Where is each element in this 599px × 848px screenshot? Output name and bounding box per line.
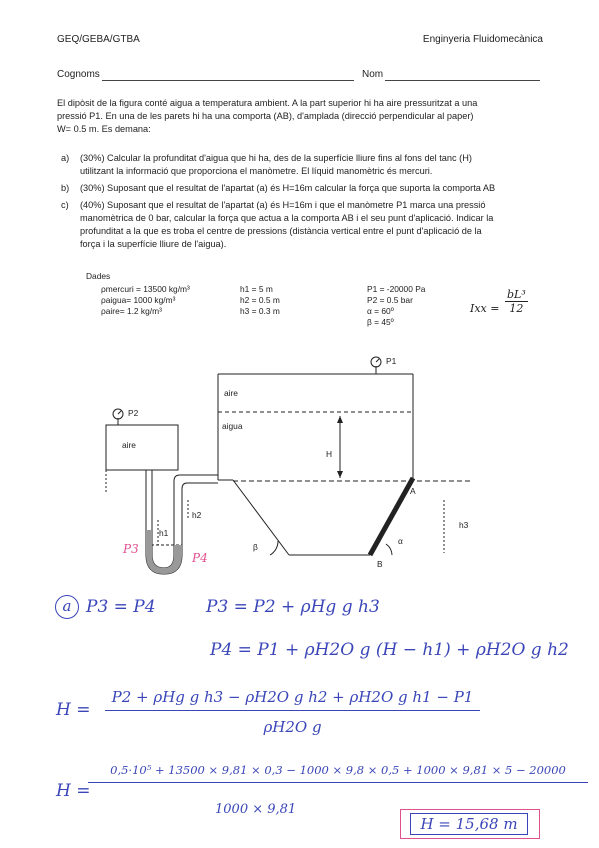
inertia-formula: Ixx = $\frac{\text{bL³}}{12}$ [470, 288, 526, 315]
label-air: aire [224, 388, 238, 398]
label-h3: h3 [459, 520, 469, 530]
solution-line-4-num: 0,5·10⁵ + 13500 × 9,81 × 0,3 − 1000 × 9,8 × 0,5 + 1000 × 9,81 × 5 − 20000 [88, 763, 588, 783]
label-air-small: aire [122, 440, 136, 450]
label-p3: P3 [123, 542, 139, 556]
solution-line-2: P4 = P1 + ρH2O g (H − h1) + ρH2O g h2 [210, 640, 569, 660]
solution-line-3-den: ρH2O g [263, 718, 322, 736]
subject-name: Enginyeria Fluidomecànica [422, 34, 543, 45]
gate-ab [370, 478, 413, 555]
data-title: Dades [86, 271, 111, 281]
label-h1: h1 [159, 528, 169, 538]
solution-line-1a: P3 = P4 [86, 597, 156, 617]
surname-label: Cognoms [57, 69, 100, 80]
solution-line-4-den: 1000 × 9,81 [215, 802, 297, 817]
data-densities: ρmercuri = 13500 kg/m³ ρaigua= 1000 kg/m³ ρaire= 1.2 kg/m³ [101, 284, 190, 316]
solution-line-3-lhs: H = [56, 700, 91, 720]
data-heights: h1 = 5 m h2 = 0.5 m h3 = 0.3 m [240, 284, 280, 316]
label-water: aigua [222, 421, 243, 431]
label-A: A [410, 486, 416, 496]
label-beta: β [253, 542, 258, 552]
result-box: H = 15,68 m [410, 813, 528, 835]
label-p2: P2 [128, 408, 139, 418]
part-a-marker: a [55, 595, 79, 619]
question-c: c) (40%) Suposant que el resultat de l'apartat (a) és H=16m i que el manòmetre P1 marca una pressió manomètrica de 0 bar, calcular la força que actua a la comporta AB i el seu punt d'aplicació. Indicar la profunditat a la que es troba el centre de pressions (distància vertical entre el punt d'aplicació de la força i la superfície lliure de l'aigua). [61, 200, 494, 249]
course-code: GEQ/GEBA/GTBA [57, 34, 140, 45]
label-H: H [326, 449, 333, 459]
problem-statement: El dipòsit de la figura conté aigua a temperatura ambient. A la part superior hi ha aire pressuritzat a una pressió P1. En una de les parets hi ha una comporta (AB), d'amplada (direcció perpendicular al paper) W= 0.5 m. Es demana: [57, 98, 478, 134]
label-B: B [377, 559, 383, 569]
label-alpha: α [398, 536, 403, 546]
label-h2: h2 [192, 510, 202, 520]
question-a: a) (30%) Calcular la profunditat d'aigua que hi ha, des de la superfície lliure fins al fons del tanc (H) utilitzant la informació que proporciona el manòmetre. El líquid manomètric és mercuri. [61, 153, 472, 176]
solution-line-1b: P3 = P2 + ρHg g h3 [206, 597, 380, 617]
solution-line-3-num: P2 + ρHg g h3 − ρH2O g h2 + ρH2O g h1 − P1 [105, 688, 480, 711]
label-p4: P4 [192, 551, 208, 565]
question-b: b) (30%) Suposant que el resultat de l'apartat (a) és H=16m calcular la força que suporta la comporta AB [61, 183, 496, 193]
name-label: Nom [362, 69, 384, 80]
solution-line-4-lhs: H = [56, 781, 91, 801]
label-p1: P1 [386, 356, 397, 366]
data-pressures-angles: P1 = -20000 Pa P2 = 0.5 bar α = 60º β = 45º [367, 284, 426, 327]
